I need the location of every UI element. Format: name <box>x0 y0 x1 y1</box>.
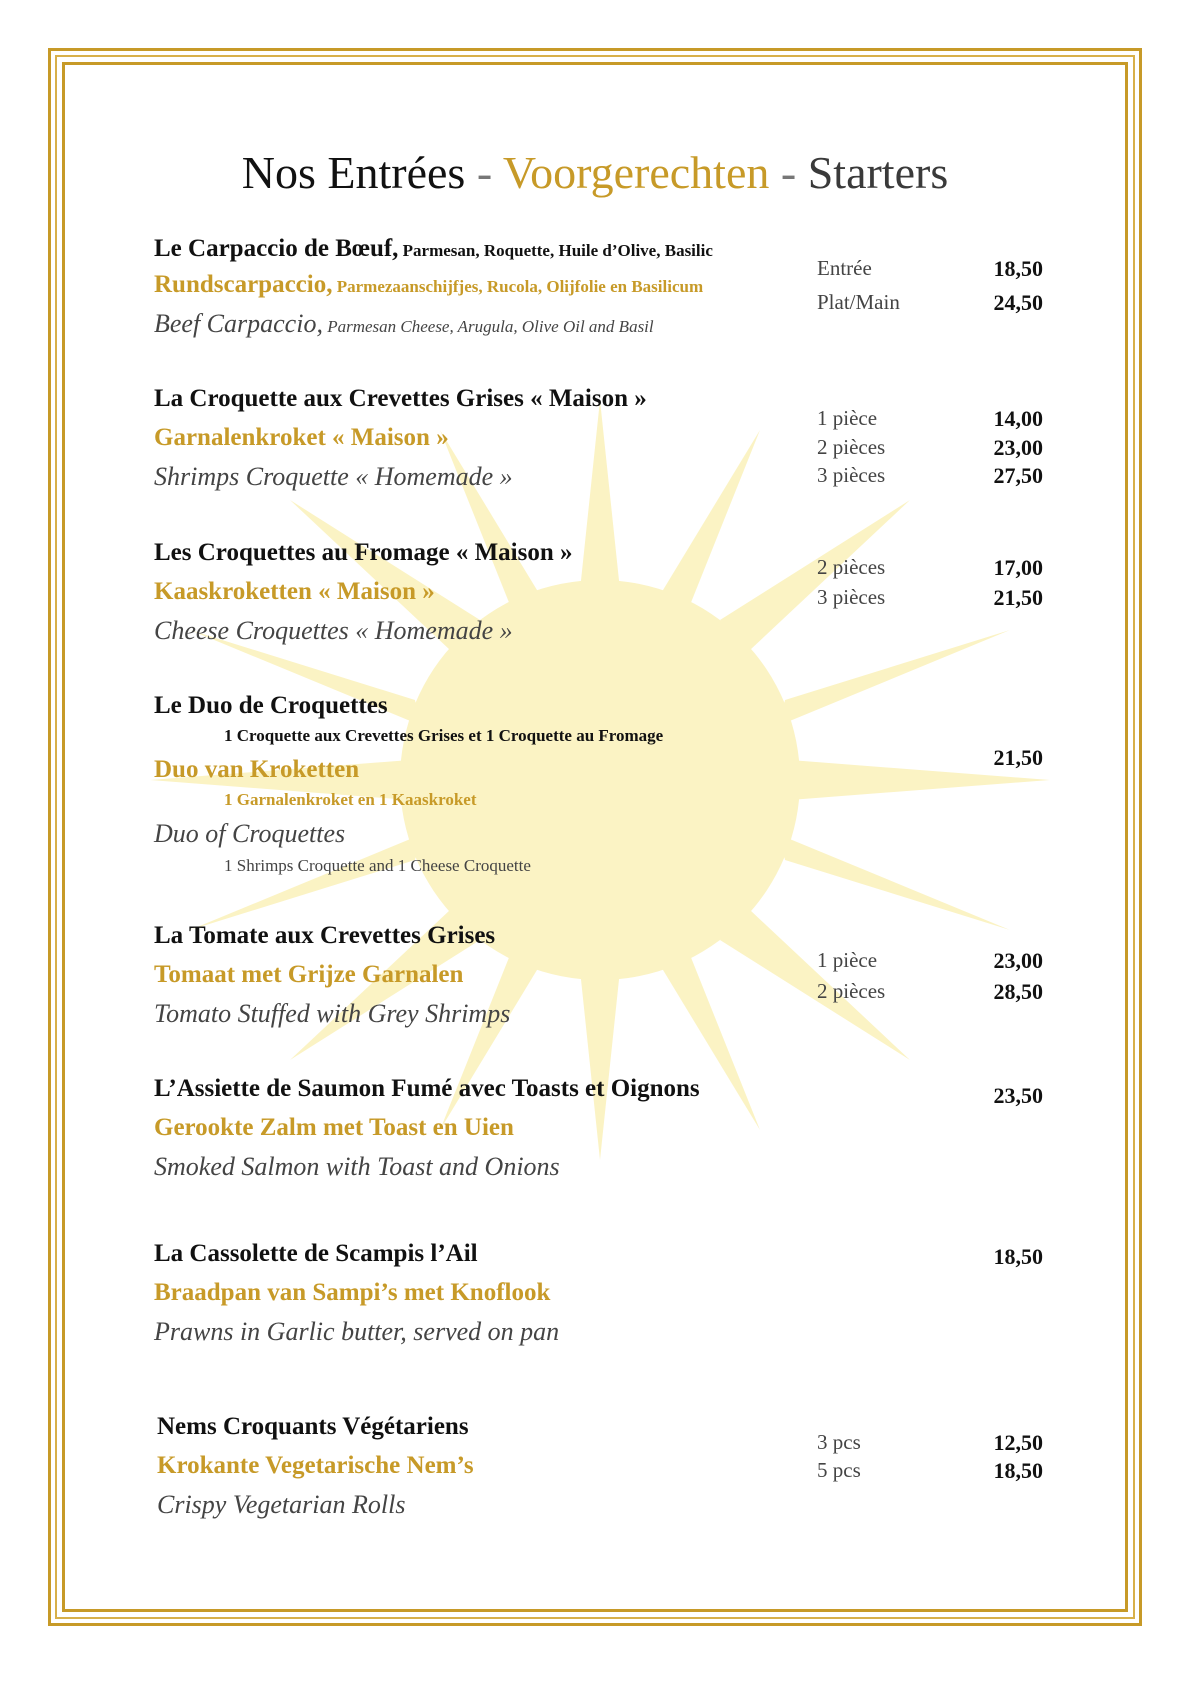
dish-name-english: Smoked Salmon with Toast and Onions <box>154 1152 560 1181</box>
title-separator: - <box>465 147 503 198</box>
price-label: 2 pièces <box>817 435 886 459</box>
menu-item-shrimp-croquette <box>154 385 814 491</box>
dish-description-french: 1 Croquette aux Crevettes Grises et 1 Croquette au Fromage <box>224 726 664 745</box>
price-label: Entrée <box>817 256 872 280</box>
dish-description-english: 1 Shrimps Croquette and 1 Cheese Croquette <box>224 856 531 875</box>
price-value: 23,00 <box>993 435 1043 460</box>
price-label: 5 pcs <box>817 1458 861 1482</box>
price-row <box>817 1430 1043 1458</box>
price-row <box>817 745 1043 773</box>
title-english: Starters <box>807 147 949 198</box>
dish-name-dutch: Tomaat met Grijze Garnalen <box>154 961 464 988</box>
price-row <box>817 1458 1043 1486</box>
menu-item-scampi-garlic <box>154 1240 814 1346</box>
dish-name-french: Le Duo de Croquettes <box>154 692 388 719</box>
menu-item-smoked-salmon <box>154 1075 814 1181</box>
dish-name-english: Duo of Croquettes <box>154 819 346 848</box>
price-label: 3 pièces <box>817 463 886 487</box>
price-label: 1 pièce <box>817 406 878 430</box>
dish-name-french: Les Croquettes au Fromage « Maison » <box>154 539 573 566</box>
price-value: 17,00 <box>993 555 1043 580</box>
dish-name-dutch: Duo van Kroketten <box>154 756 360 783</box>
dish-name-english: Tomato Stuffed with Grey Shrimps <box>154 999 511 1028</box>
price-row <box>817 948 1043 976</box>
title-dutch: Voorgerechten <box>502 147 770 198</box>
price-value: 24,50 <box>993 290 1043 315</box>
price-row <box>817 406 1043 434</box>
price-value: 23,00 <box>993 948 1043 973</box>
dish-name-dutch: Braadpan van Sampi’s met Knoflook <box>154 1279 551 1306</box>
page-title <box>0 146 1190 199</box>
price-value: 18,50 <box>993 1244 1043 1269</box>
price-value: 12,50 <box>993 1430 1043 1455</box>
dish-description-french: Parmesan, Roquette, Huile d’Olive, Basilic <box>398 241 713 260</box>
dish-name-dutch: Gerookte Zalm met Toast en Uien <box>154 1114 514 1141</box>
price-label: 3 pcs <box>817 1430 861 1454</box>
price-label: Plat/Main <box>817 290 900 314</box>
price-row <box>817 1244 1043 1272</box>
price-row <box>817 435 1043 463</box>
dish-name-english: Cheese Croquettes « Homemade » <box>154 616 513 645</box>
price-label: 3 pièces <box>817 585 886 609</box>
dish-name-dutch: Rundscarpaccio, Parmezaanschijfjes, Rucola, Olijfolie en Basilicum <box>154 271 704 298</box>
dish-name-french: La Croquette aux Crevettes Grises « Maison » <box>154 385 647 412</box>
dish-name-french: Le Carpaccio de Bœuf, Parmesan, Roquette, Huile d’Olive, Basilic <box>154 235 713 262</box>
price-label: 1 pièce <box>817 948 878 972</box>
price-row <box>817 555 1043 583</box>
price-row <box>817 256 1043 284</box>
price-label: 2 pièces <box>817 979 886 1003</box>
dish-name-dutch: Krokante Vegetarische Nem’s <box>157 1452 474 1479</box>
price-row <box>817 585 1043 613</box>
dish-name-english: Beef Carpaccio, Parmesan Cheese, Arugula, Olive Oil and Basil <box>154 309 654 338</box>
price-row <box>817 290 1043 318</box>
menu-item-tomato-shrimps <box>154 922 814 1028</box>
price-value: 23,50 <box>993 1083 1043 1108</box>
dish-name-french: La Tomate aux Crevettes Grises <box>154 922 496 949</box>
price-value: 27,50 <box>993 463 1043 488</box>
price-value: 14,00 <box>993 406 1043 431</box>
price-value: 21,50 <box>993 745 1043 770</box>
price-row <box>817 979 1043 1007</box>
price-row <box>817 463 1043 491</box>
price-value: 18,50 <box>993 256 1043 281</box>
menu-item-vegetarian-rolls <box>157 1413 817 1519</box>
dish-name-dutch: Kaaskroketten « Maison » <box>154 578 435 605</box>
menu-item-duo-croquettes <box>154 692 814 882</box>
price-value: 18,50 <box>993 1458 1043 1483</box>
dish-name-english: Crispy Vegetarian Rolls <box>157 1490 406 1519</box>
dish-description-dutch: Parmezaanschijfjes, Rucola, Olijfolie en Basilicum <box>332 277 704 296</box>
dish-description-dutch: 1 Garnalenkroket en 1 Kaaskroket <box>224 790 477 809</box>
dish-name-english: Shrimps Croquette « Homemade » <box>154 462 513 491</box>
dish-name-french: Nems Croquants Végétariens <box>157 1413 469 1440</box>
dish-name-dutch: Garnalenkroket « Maison » <box>154 424 449 451</box>
menu-item-cheese-croquettes <box>154 539 814 645</box>
menu-item-beef-carpaccio <box>154 235 814 338</box>
dish-name-english: Prawns in Garlic butter, served on pan <box>154 1317 560 1346</box>
price-value: 21,50 <box>993 585 1043 610</box>
dish-name-french: La Cassolette de Scampis l’Ail <box>154 1240 478 1267</box>
dish-description-english: Parmesan Cheese, Arugula, Olive Oil and Basil <box>322 317 654 336</box>
title-french: Nos Entrées <box>241 147 466 198</box>
title-separator: - <box>769 147 808 198</box>
dish-name-french: L’Assiette de Saumon Fumé avec Toasts et Oignons <box>154 1075 700 1102</box>
price-value: 28,50 <box>993 979 1043 1004</box>
price-label: 2 pièces <box>817 555 886 579</box>
price-row <box>817 1083 1043 1111</box>
